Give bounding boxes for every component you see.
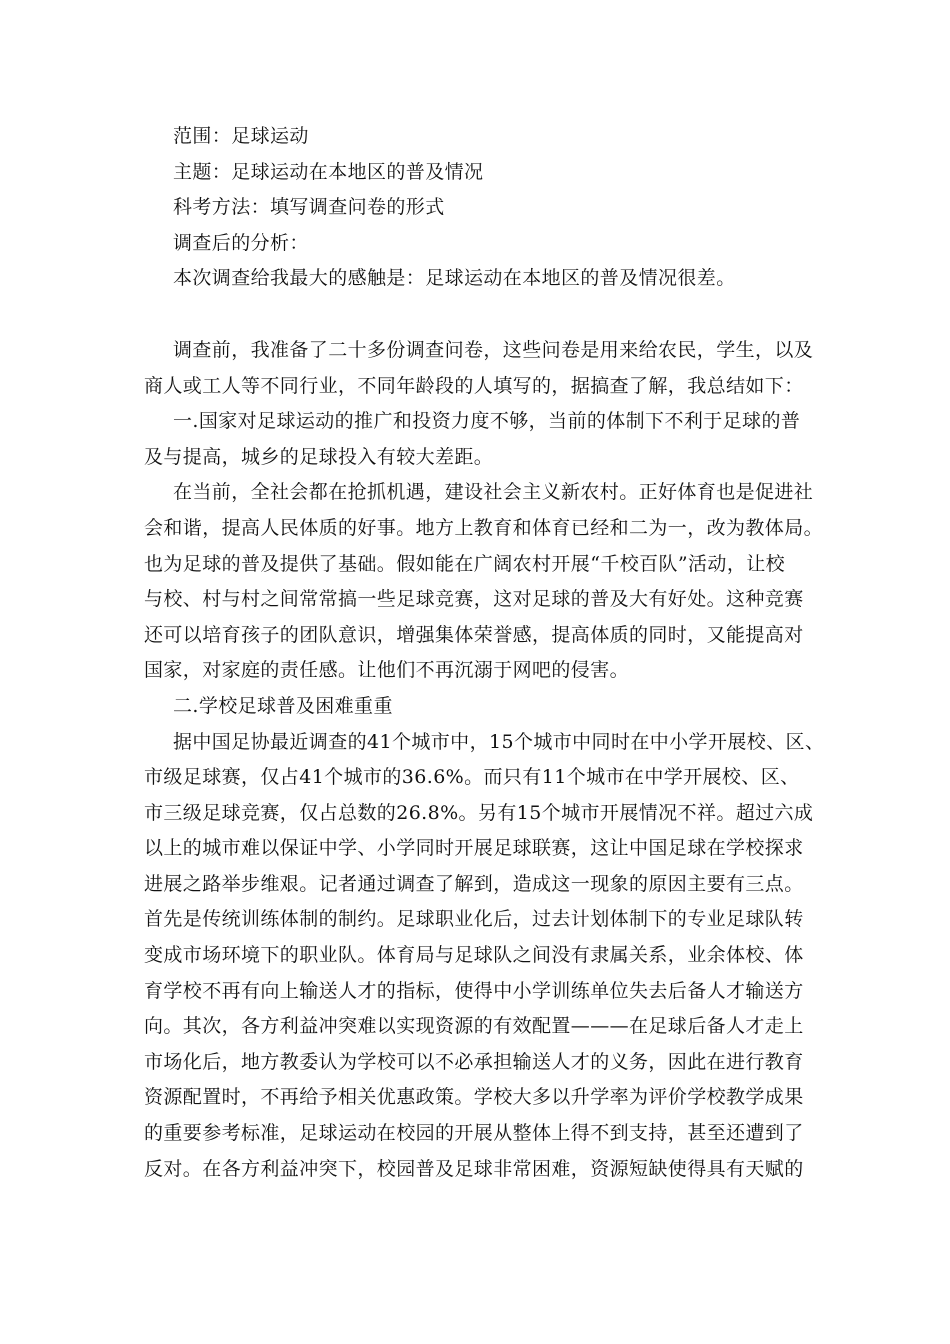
method-line: 科考方法：填写调查问卷的形式 [173,196,445,219]
document-text [144,119,824,1187]
para1-line: 还可以培育孩子的团队意识，增强集体荣誉感，提高体质的同时，又能提高对 [144,623,804,646]
para2-line: 资源配置时，不再给予相关优惠政策。学校大多以升学率为评价学校教学成果 [144,1086,804,1109]
intro-line: 调查前，我准备了二十多份调查问卷，这些问卷是用来给农民，学生，以及 [173,338,814,361]
paragraph-gap [144,297,824,333]
para2-line: 以上的城市难以保证中学、小学同时开展足球联赛，这让中国足球在学校探求 [144,837,804,860]
para2-line: 的重要参考标准，足球运动在校园的开展从整体上得不到支持，甚至还遭到了 [144,1122,804,1145]
intro-line: 商人或工人等不同行业，不同年龄段的人填写的，据搞查了解，我总结如下： [144,374,804,397]
para2-line: 变成市场环境下的职业队。体育局与足球队之间没有隶属关系，业余体校、体 [144,944,804,967]
para2-line: 据中国足协最近调查的41个城市中，15个城市中同时在中小学开展校、区、 [173,730,824,753]
para2-line: 反对。在各方利益冲突下，校园普及足球非常困难，资源短缺使得具有天赋的 [144,1157,804,1180]
para2-line: 市三级足球竞赛，仅占总数的26.8%。另有15个城市开展情况不祥。超过六成 [144,801,814,824]
point1-line: 一.国家对足球运动的推广和投资力度不够，当前的体制下不利于足球的普 [173,410,801,433]
point1-line: 及与提高，城乡的足球投入有较大差距。 [144,445,494,468]
para2-line: 市场化后，地方教委认为学校可以不必承担输送人才的义务，因此在进行教育 [144,1050,804,1073]
para2-line: 育学校不再有向上输送人才的指标，使得中小学训练单位失去后备人才输送方 [144,979,804,1002]
para1-line: 在当前，全社会都在抢抓机遇，建设社会主义新农村。正好体育也是促进社 [173,481,814,504]
para1-line: 也为足球的普及提供了基础。假如能在广阔农村开展“千校百队”活动，让校 [144,552,786,575]
scope-line: 范围：足球运动 [173,125,309,147]
point2-heading: 二.学校足球普及困难重重 [173,694,393,717]
para2-line: 进展之路举步维艰。记者通过调查了解到，造成这一现象的原因主要有三点。 [144,872,804,895]
analysis-label: 调查后的分析： [173,231,309,254]
para1-line: 国家，对家庭的责任感。让他们不再沉溺于网吧的侵害。 [144,659,630,682]
impression-line: 本次调查给我最大的感触是：足球运动在本地区的普及情况很差。 [173,267,736,290]
para2-line: 向。其次，各方利益冲突难以实现资源的有效配置———在足球后备人才走上 [144,1015,804,1038]
para1-line: 与校、村与村之间常常搞一些足球竞赛，这对足球的普及大有好处。这种竞赛 [144,588,804,611]
para2-line: 市级足球赛，仅占41个城市的36.6%。而只有11个城市在中学开展校、区、 [144,766,800,789]
para2-line: 首先是传统训练体制的制约。足球职业化后，过去计划体制下的专业足球队转 [144,908,804,931]
theme-line: 主题：足球运动在本地区的普及情况 [173,160,484,183]
para1-line: 会和谐，提高人民体质的好事。地方上教育和体育已经和二为一，改为教体局。 [144,516,824,539]
